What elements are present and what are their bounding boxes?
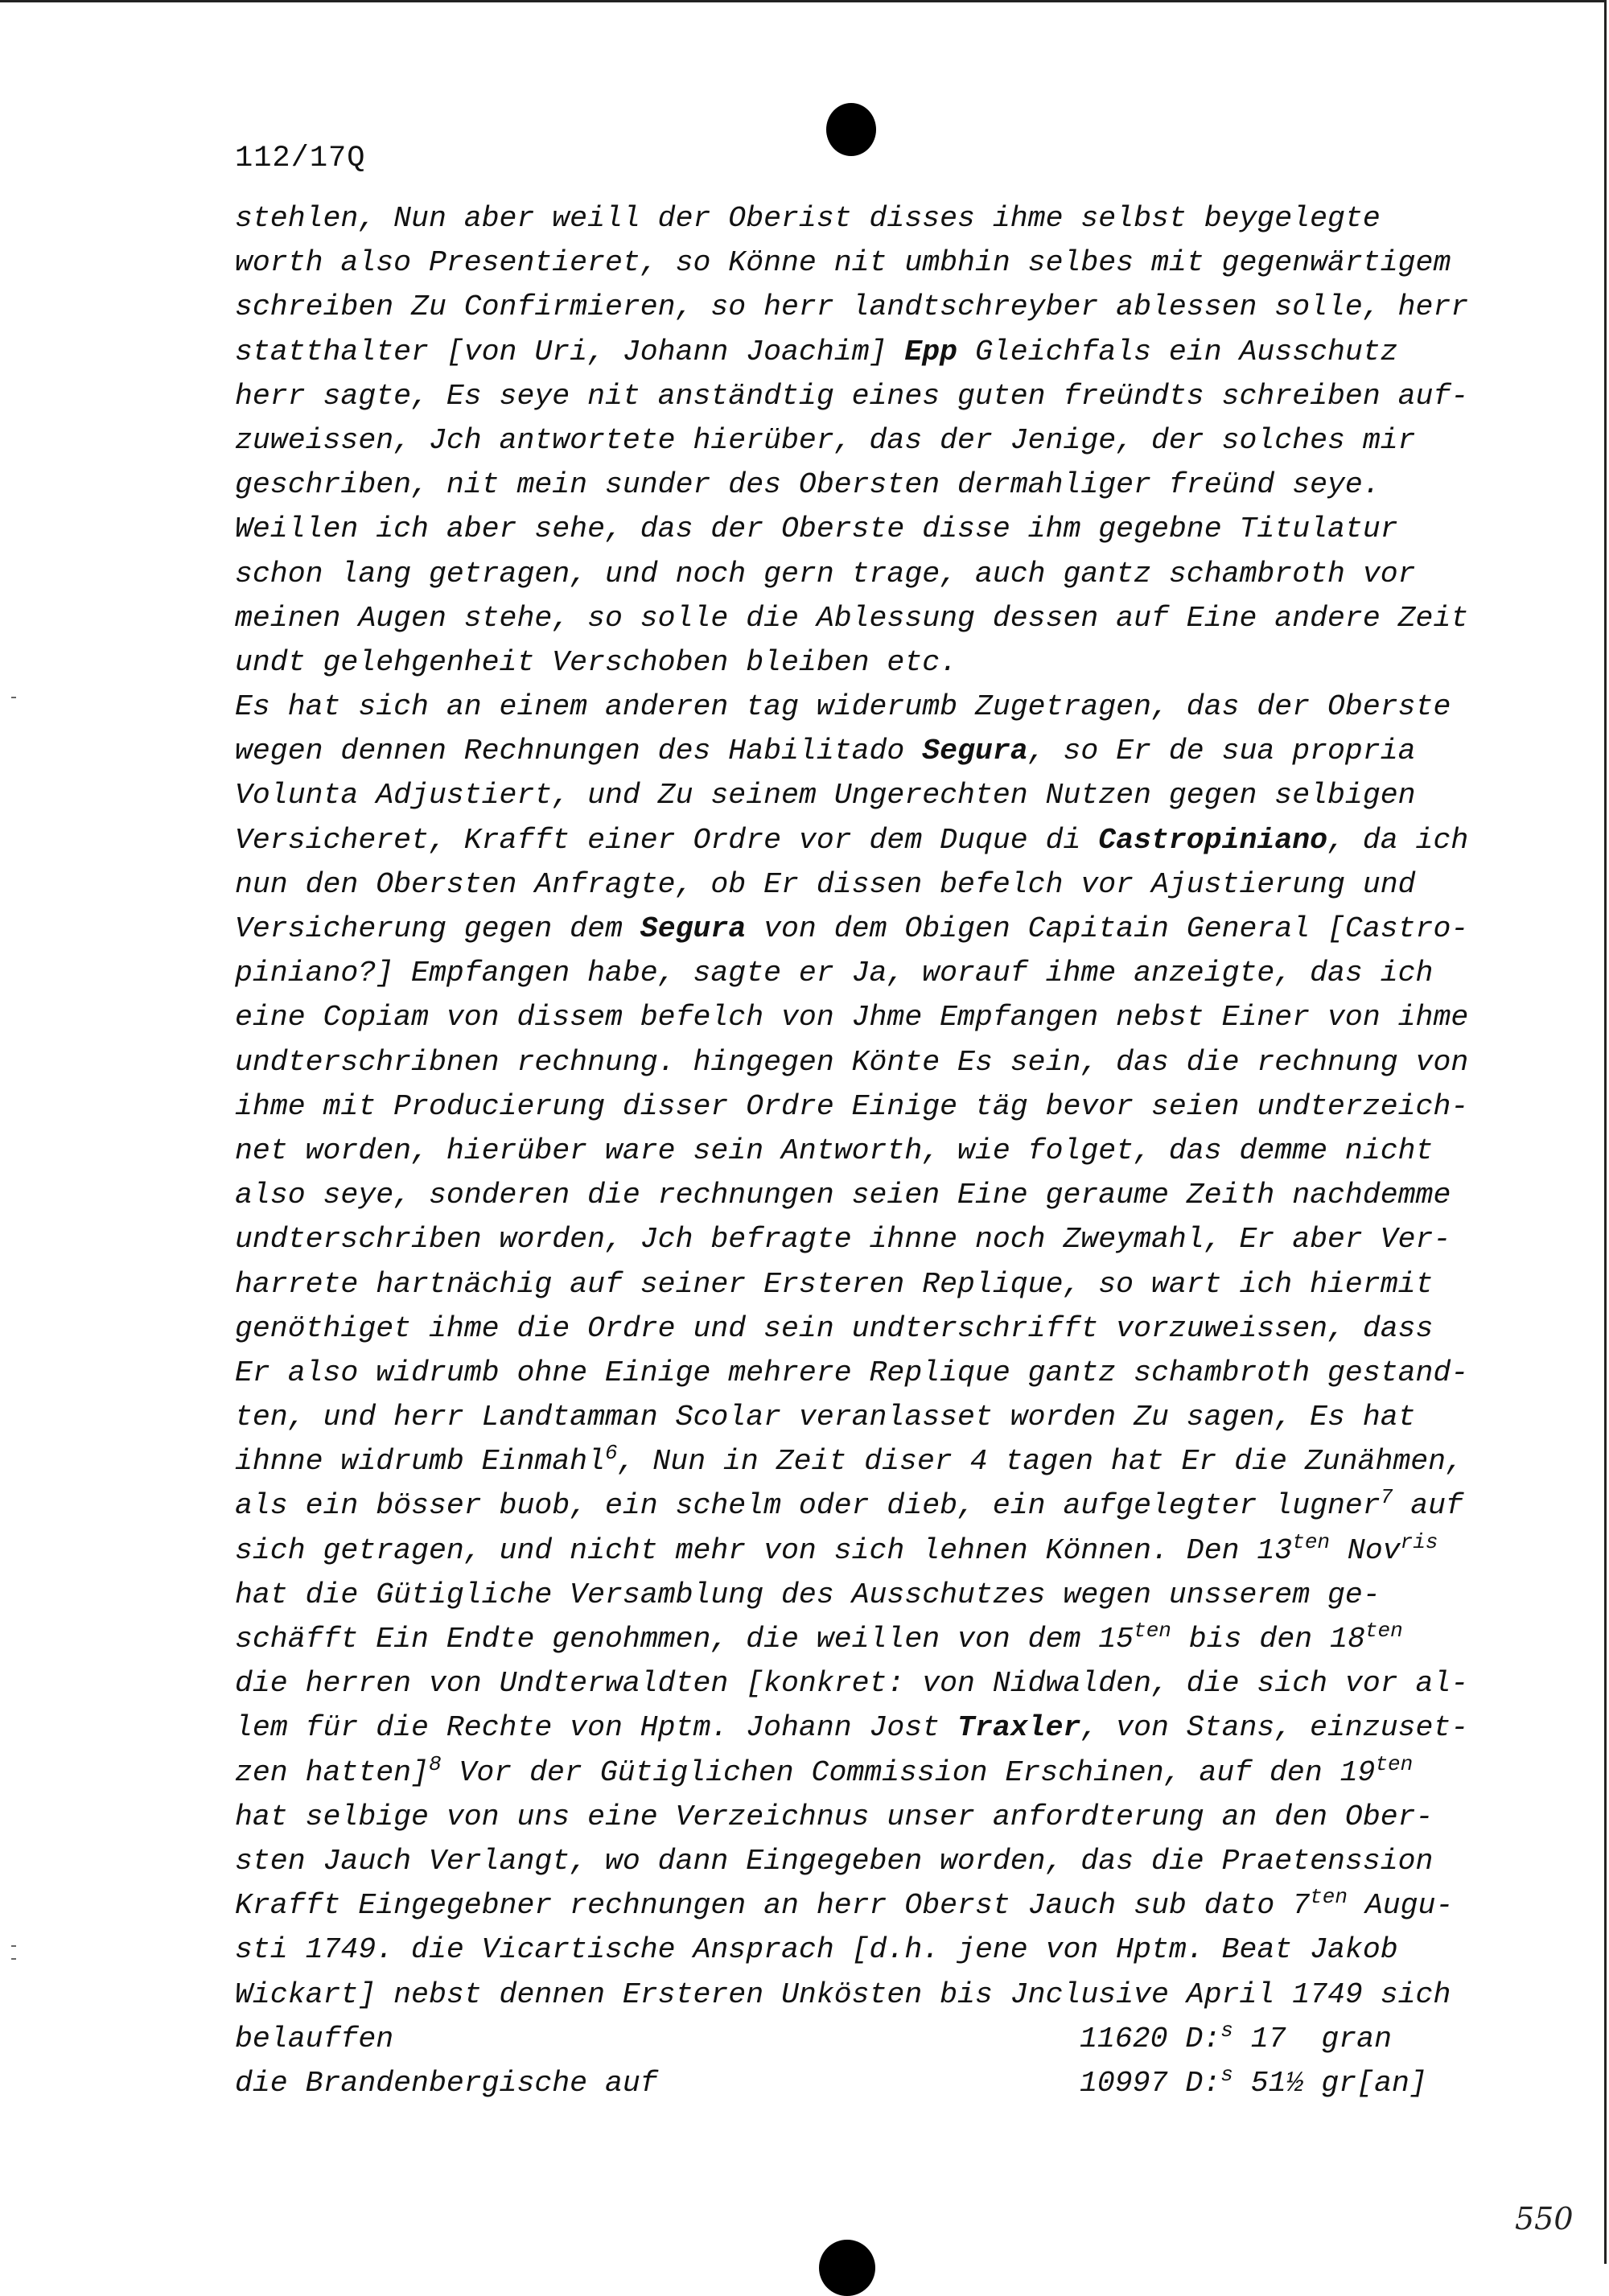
text-line: nun den Obersten Anfragte, ob Er dissen befelch vor Ajustierung und (235, 867, 1416, 901)
text-line: meinen Augen stehe, so solle die Ablessung dessen auf Eine andere Zeit (235, 601, 1469, 635)
text-line: als ein bösser buob, ein schelm oder dieb, ein aufgelegter lugner$^7$ auf (235, 1485, 1463, 1523)
footnote-ref[interactable]: 6 (604, 1441, 618, 1466)
text-line: Versicherung gegen dem Segura von dem Obigen Capitain General [Castro- (235, 912, 1469, 945)
bold-name: Segura (640, 912, 747, 945)
bold-name: Traxler (957, 1711, 1081, 1745)
text-line: stehlen, Nun aber weill der Oberist disses ihme selbst beygelegte (235, 202, 1381, 235)
text-line: die herren von Undterwaldten [konkret: von Nidwalden, die sich vor al- (235, 1667, 1469, 1701)
text-line: worth also Presentieret, so Könne nit umbhin selbes mit gegenwärtigem (235, 246, 1451, 280)
sum-amount: 11620 D:$^s$ 17 gran (1080, 2018, 1392, 2055)
text-line: sten Jauch Verlangt, wo dann Eingegeben worden, das die Praetenssion (235, 1844, 1434, 1878)
text-line: statthalter [von Uri, Johann Joachim] Epp Gleichfals ein Ausschutz (235, 335, 1398, 368)
text-line: hat selbige von uns eine Verzeichnus unser anfordterung an den Ober- (235, 1800, 1434, 1833)
text-line: also seye, sonderen die rechnungen seien Eine geraume Zeith nachdemme (235, 1179, 1451, 1212)
punch-hole-bottom (819, 2240, 875, 2296)
folio-number: 550 (1515, 2201, 1574, 2236)
superscript: ten (1364, 1619, 1403, 1643)
superscript: ten (1134, 1619, 1171, 1643)
text-line: herr sagte, Es seye nit anständtig eines guten freündts schreiben auf- (235, 379, 1469, 413)
text-line: schon lang getragen, und noch gern trage, auch gantz schambroth vor (235, 557, 1416, 590)
sum-amount: 10997 D:$^s$ 51½ gr[an] (1080, 2062, 1427, 2100)
bold-name: Segura (922, 734, 1028, 768)
text-line: Volunta Adjustiert, und Zu seinem Ungerechten Nutzen gegen selbigen (235, 779, 1416, 813)
text-line: schreiben Zu Confirmieren, so herr landtschreyber ablessen solle, herr (235, 290, 1469, 324)
transcription-body (235, 196, 1469, 2105)
text-line: hat die Gütigliche Versamblung des Ausschutzes wegen unsserem ge- (235, 1578, 1381, 1611)
margin-mark (11, 697, 16, 698)
text-line: schäfft Ein Endte genohmmen, die weillen von dem $15^{ten}$ bis den $18^{ten}$ (235, 1619, 1403, 1656)
text-line: net worden, hierüber ware sein Antworth, wie folget, das demme nicht (235, 1134, 1434, 1167)
text-line: Weillen ich aber sehe, das der Oberste disse ihm gegebne Titulatur (235, 512, 1398, 546)
text-line: undt gelehgenheit Verschoben bleiben etc. (235, 645, 958, 679)
text-line: eine Copiam von dissem befelch von Jhme Empfangen nebst Einer von ihme (235, 1001, 1469, 1035)
superscript: ris (1400, 1529, 1438, 1554)
sum-row (235, 2061, 1466, 2105)
text-line: undterschriben worden, Jch befragte ihnne noch Zweymahl, Er aber Ver- (235, 1223, 1451, 1257)
sum-row (235, 2017, 1466, 2061)
text-line: Es hat sich an einem anderen tag widerumb Zugetragen, das der Oberste (235, 690, 1451, 724)
text-line: ihnne widrumb Einmahl$^6$, Nun in Zeit diser 4 tagen hat Er die Zunähmen, (235, 1441, 1463, 1479)
text-line: harrete hartnächig auf seiner Ersteren Replique, so wart ich hiermit (235, 1267, 1434, 1301)
text-line: lem für die Rechte von Hptm. Johann Jost Traxler, von Stans, einzuset- (235, 1711, 1469, 1745)
text-line: zen hatten]$^8$ Vor der Gütiglichen Commission Erschinen, auf den $19^{ten}$ (235, 1751, 1414, 1789)
superscript: ten (1375, 1751, 1414, 1776)
footnote-ref[interactable]: 8 (428, 1751, 442, 1776)
text-line: Er also widrumb ohne Einige mehrere Replique gantz schambroth gestand- (235, 1356, 1469, 1389)
bold-name: Epp (904, 335, 958, 368)
superscript: ten (1310, 1885, 1348, 1910)
text-line: ten, und herr Landtamman Scolar veranlasset worden Zu sagen, Es hat (235, 1401, 1416, 1434)
text-line: geschriben, nit mein sunder des Obersten dermahliger freünd seye. (235, 468, 1381, 502)
margin-mark (11, 1945, 16, 1947)
text-line: Wickart] nebst dennen Ersteren Unkösten bis Jnclusive April 1749 sich (235, 1977, 1451, 2011)
text-line: Versicheret, Krafft einer Ordre vor dem Duque di Castropiniano, da ich (235, 823, 1469, 857)
text-line: sich getragen, und nicht mehr von sich lehnen Können. Den $13^{ten}$ Nov$^{ris}$ (235, 1529, 1438, 1567)
text-line: ihme mit Producierung disser Ordre Einige täg bevor seien undterzeich- (235, 1089, 1469, 1123)
text-line: piniano?] Empfangen habe, sagte er Ja, worauf ihme anzeigte, das ich (235, 957, 1434, 990)
bold-name: Castropiniano (1098, 823, 1328, 857)
superscript: ten (1292, 1529, 1331, 1554)
punch-hole-top (826, 103, 876, 156)
text-line: zuweissen, Jch antwortete hierüber, das der Jenige, der solches mir (235, 423, 1416, 457)
margin-mark (11, 1958, 16, 1960)
sum-label: belauffen (235, 2022, 394, 2055)
text-line: wegen dennen Rechnungen des Habilitado Segura, so Er de sua propria (235, 734, 1416, 768)
text-line: Krafft Eingegebner rechnungen an herr Oberst Jauch sub dato $7^{ten}$ Augu- (235, 1885, 1454, 1923)
text-line: sti 1749. die Vicartische Ansprach [d.h. jene von Hptm. Beat Jakob (235, 1933, 1398, 1967)
text-line: undterschribnen rechnung. hingegen Könte Es sein, das die rechnung von (235, 1045, 1469, 1079)
footnote-ref[interactable]: 7 (1380, 1485, 1393, 1510)
text-line: genöthiget ihme die Ordre und sein undterschrifft vorzuweissen, dass (235, 1311, 1434, 1345)
document-reference: 112/17Q (235, 142, 366, 175)
sum-label: die Brandenbergische auf (235, 2066, 658, 2100)
